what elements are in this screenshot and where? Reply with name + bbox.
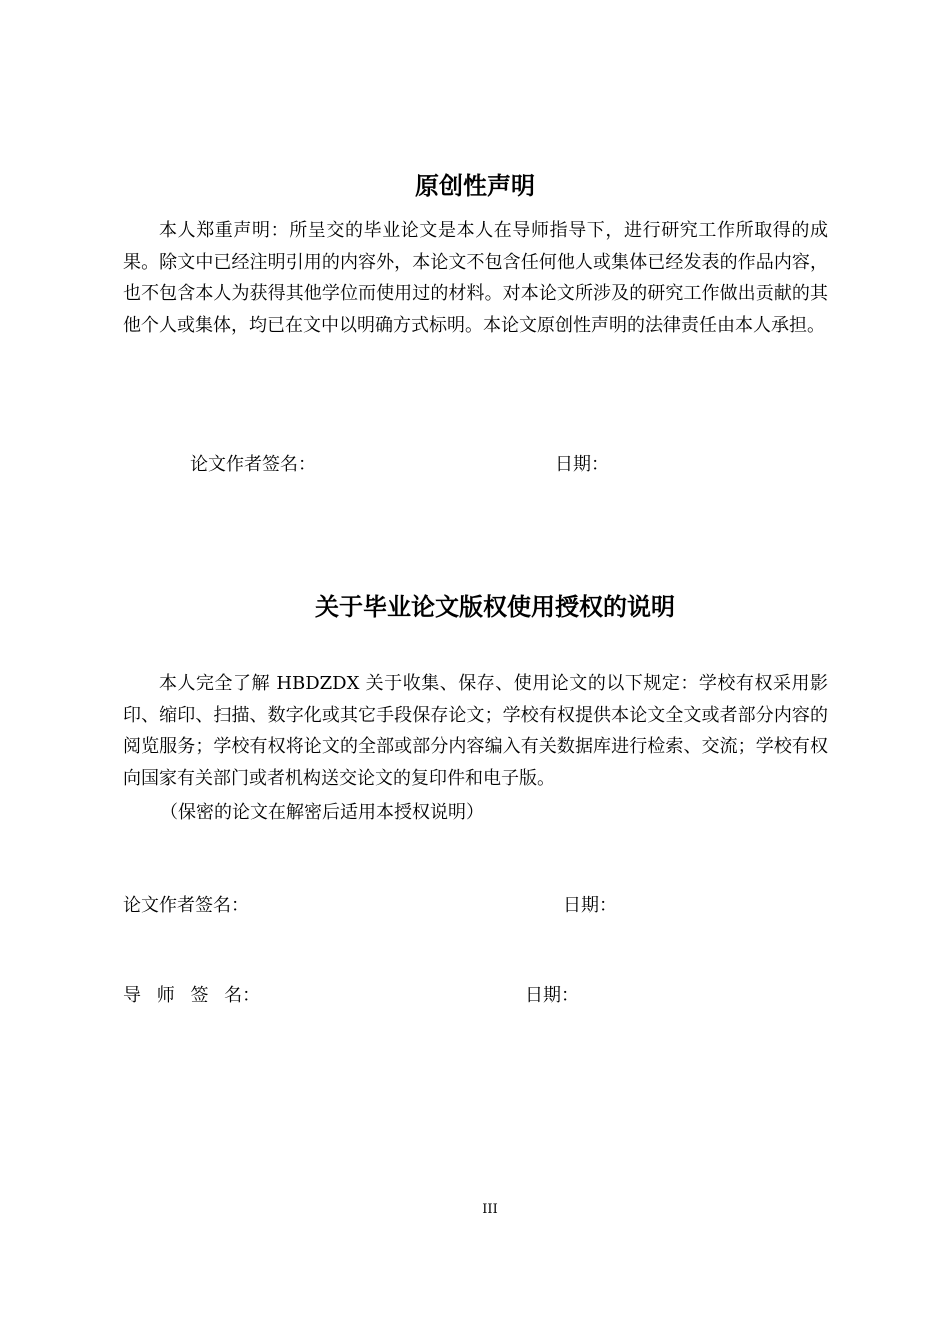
advisor-signature-label: 导 师 签 名： xyxy=(123,985,261,1006)
copyright-author-signature-label: 论文作者签名： xyxy=(123,895,249,916)
copyright-author-date-label: 日期： xyxy=(563,895,617,916)
copyright-title: 关于毕业论文版权使用授权的说明 xyxy=(315,593,675,621)
originality-title: 原创性声明 xyxy=(415,172,535,200)
page-number: III xyxy=(482,1202,498,1217)
advisor-date-label: 日期： xyxy=(525,985,579,1006)
copyright-note: （保密的论文在解密后适用本授权说明） xyxy=(160,802,484,823)
copyright-body: 本人完全了解 HBDZDX 关于收集、保存、使用论文的以下规定：学校有权采用影印、缩印、扫描、数字化或其它手段保存论文；学校有权提供本论文全文或者部分内容的阅览服务；学校有权将论文的全部或部分内容编入有关数据库进行检索、交流；学校有权向国家有关部门或者机构送交论文的复印件和电子版。 xyxy=(123,673,828,789)
originality-author-signature-label: 论文作者签名： xyxy=(190,454,316,475)
originality-date-label: 日期： xyxy=(555,454,609,475)
originality-body: 本人郑重声明：所呈交的毕业论文是本人在导师指导下，进行研究工作所取得的成果。除文中已经注明引用的内容外，本论文不包含任何他人或集体已经发表的作品内容，也不包含本人为获得其他学位而使用过的材料。对本论文所涉及的研究工作做出贡献的其他个人或集体，均已在文中以明确方式标明。本论文原创性声明的法律责任由本人承担。 xyxy=(123,220,828,336)
